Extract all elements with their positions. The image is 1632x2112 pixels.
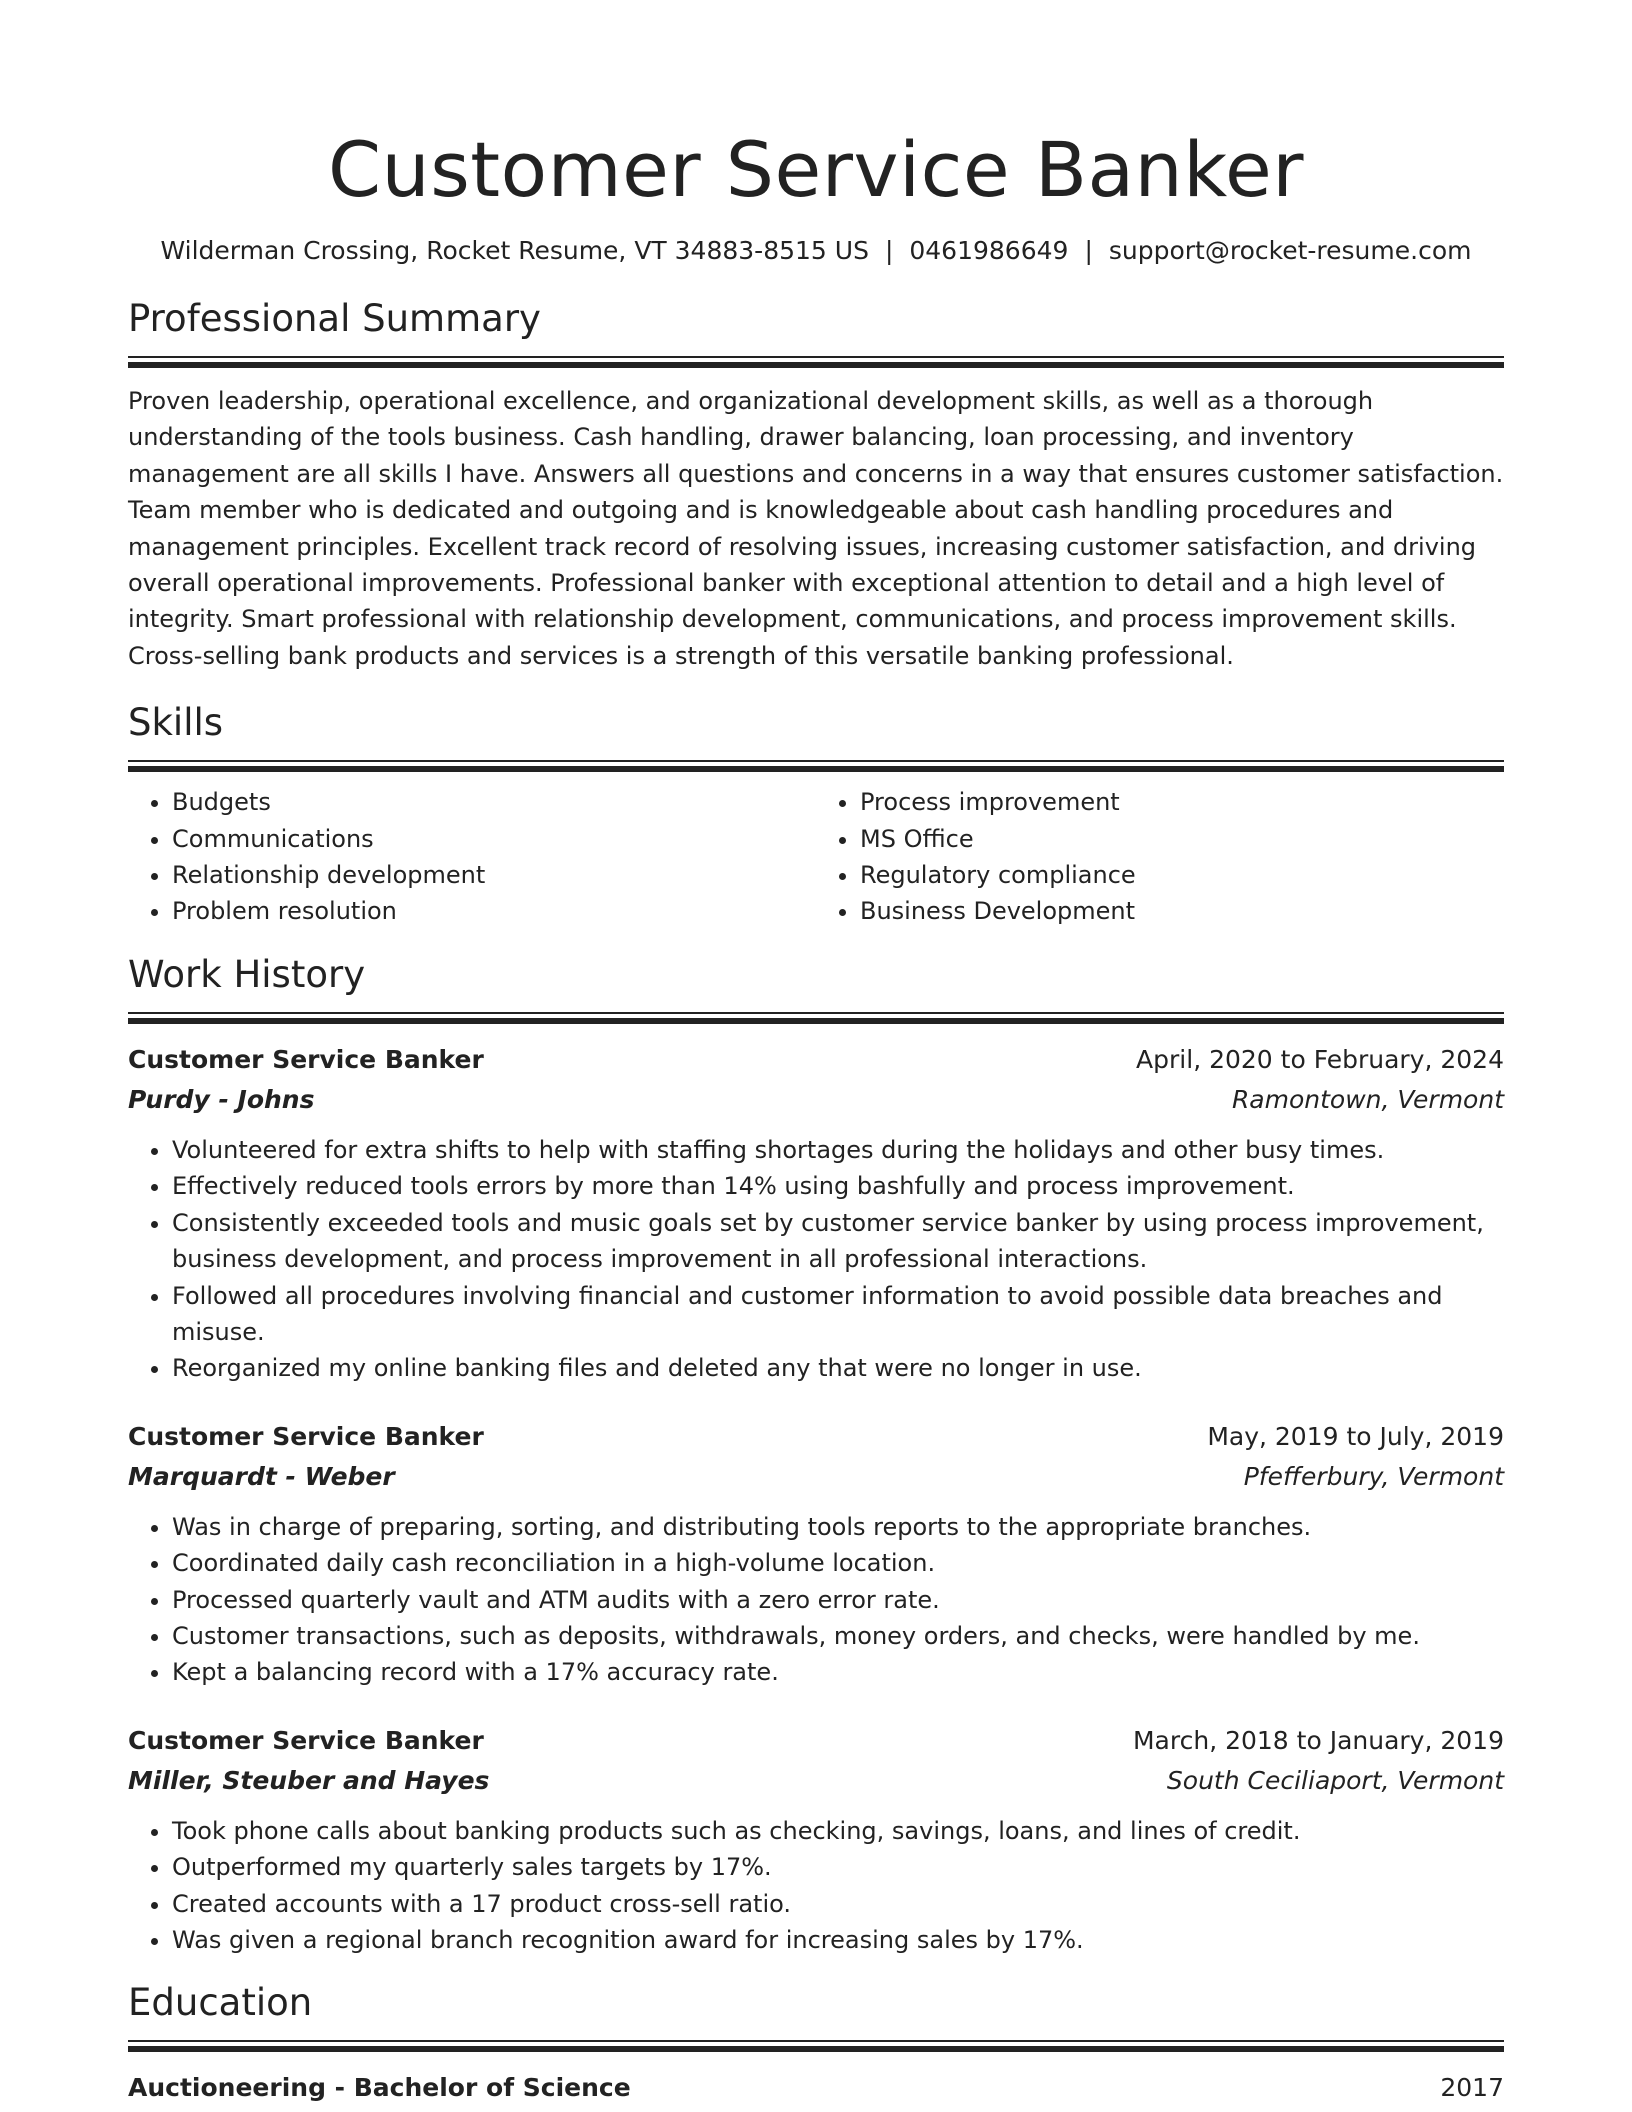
job-entry: [128, 1417, 1504, 1691]
job-title: Customer Service Banker: [128, 1421, 484, 1451]
section-divider: [128, 2040, 1504, 2052]
job-bullet: • Coordinated daily cash reconciliation in a high-volume location.: [172, 1545, 1504, 1581]
job-bullets: [128, 1509, 1504, 1691]
contact-separator: |: [884, 236, 894, 265]
job-company: Marquardt - Weber: [128, 1461, 395, 1491]
section-divider: [128, 760, 1504, 772]
skill-item: • Problem resolution: [172, 893, 816, 929]
skill-item: • Relationship development: [172, 857, 816, 893]
job-bullet: • Created accounts with a 17 product cross-sell ratio.: [172, 1886, 1504, 1922]
section-title-skills: Skills: [128, 701, 224, 745]
job-company-row: [128, 1457, 1504, 1497]
education-entry: [128, 2068, 1504, 2108]
skills-list-left: [128, 784, 816, 930]
summary-text: Proven leadership, operational excellence, and organizational development skills, as well as a thorough understanding of the tools business. Cash handling, drawer balancing, loan processing, and inventory management are all skills I have. Answers all questions and concerns in a way that ensures customer satisfaction. Team member who is dedicated and outgoing and is knowledgeable about cash handling procedures and management principles. Excellent track record of resolving issues, increasing customer satisfaction, and driving overall operational improvements. Professional banker with exceptional attention to detail and a high level of integrity. Smart professional with relationship development, communications, and process improvement skills. Cross-selling bank products and services is a strength of this versatile banking professional.: [128, 387, 1504, 670]
job-location: South Ceciliaport, Vermont: [1166, 1765, 1504, 1795]
section-title-summary: Professional Summary: [128, 297, 541, 340]
job-header-row: [128, 1721, 1504, 1761]
skills-list-right: [816, 784, 1504, 930]
contact-line: [128, 234, 1504, 268]
job-bullet: • Effectively reduced tools errors by more than 14% using bashfully and process improvement.: [172, 1168, 1504, 1204]
job-bullet: • Processed quarterly vault and ATM audits with a zero error rate.: [172, 1582, 1504, 1618]
job-header-row: [128, 1417, 1504, 1457]
job-bullets: [128, 1813, 1504, 1959]
job-bullet: • Kept a balancing record with a 17% accuracy rate.: [172, 1654, 1504, 1690]
skills-section: [128, 700, 1504, 930]
job-bullet: • Followed all procedures involving financial and customer information to avoid possible data breaches and misuse.: [172, 1278, 1504, 1351]
job-bullets: [128, 1132, 1504, 1387]
section-title-education: Education: [128, 1981, 313, 2025]
job-bullet: • Was in charge of preparing, sorting, and distributing tools reports to the appropriate branches.: [172, 1509, 1504, 1545]
education-degree: Auctioneering - Bachelor of Science: [128, 2073, 631, 2103]
contact-address: Wilderman Crossing, Rocket Resume, VT 34883-8515 US: [160, 236, 869, 265]
job-company: Purdy - Johns: [128, 1084, 315, 1114]
job-bullet: • Consistently exceeded tools and music goals set by customer service banker by using process improvement, business development, and process improvement in all professional interactions.: [172, 1205, 1504, 1278]
job-company-row: [128, 1761, 1504, 1801]
job-dates: May, 2019 to July, 2019: [1207, 1421, 1504, 1451]
skill-item: • Business Development: [860, 893, 1504, 929]
job-bullet: • Reorganized my online banking files and deleted any that were no longer in use.: [172, 1350, 1504, 1386]
contact-separator: |: [1084, 236, 1093, 265]
job-location: Ramontown, Vermont: [1231, 1084, 1504, 1114]
job-location: Pfefferbury, Vermont: [1243, 1461, 1504, 1491]
job-bullet: • Took phone calls about banking products such as checking, savings, loans, and lines of credit.: [172, 1813, 1504, 1849]
skill-item: • Communications: [172, 821, 816, 857]
job-company: Miller, Steuber and Hayes: [128, 1765, 490, 1795]
job-entry: [128, 1721, 1504, 1959]
job-bullet: • Outperformed my quarterly sales targets by 17%.: [172, 1849, 1504, 1885]
job-dates: March, 2018 to January, 2019: [1132, 1725, 1504, 1755]
work-history-section: [128, 952, 1504, 1959]
skills-grid: [128, 784, 1504, 930]
skill-item: • Process improvement: [860, 784, 1504, 820]
section-divider: [128, 356, 1504, 368]
contact-phone: 0461986649: [909, 236, 1069, 265]
professional-summary-section: [128, 296, 1504, 674]
skill-item: • Budgets: [172, 784, 816, 820]
resume-name: Customer Service Banker: [327, 125, 1305, 214]
job-bullet: • Customer transactions, such as deposits, withdrawals, money orders, and checks, were handled by me.: [172, 1618, 1504, 1654]
education-section: [128, 1980, 1504, 2108]
education-year: 2017: [1440, 2073, 1504, 2103]
contact-email: support@rocket-resume.com: [1108, 236, 1472, 265]
job-title: Customer Service Banker: [128, 1725, 484, 1755]
job-company-row: [128, 1080, 1504, 1120]
job-title: Customer Service Banker: [128, 1044, 484, 1074]
job-bullet: • Volunteered for extra shifts to help with staffing shortages during the holidays and other busy times.: [172, 1132, 1504, 1168]
job-header-row: [128, 1040, 1504, 1080]
job-entry: [128, 1040, 1504, 1387]
skill-item: • MS Office: [860, 821, 1504, 857]
skill-item: • Regulatory compliance: [860, 857, 1504, 893]
job-dates: April, 2020 to February, 2024: [1136, 1044, 1504, 1074]
job-bullet: • Was given a regional branch recognition award for increasing sales by 17%.: [172, 1922, 1504, 1958]
section-title-work-history: Work History: [128, 952, 366, 996]
section-divider: [128, 1012, 1504, 1024]
